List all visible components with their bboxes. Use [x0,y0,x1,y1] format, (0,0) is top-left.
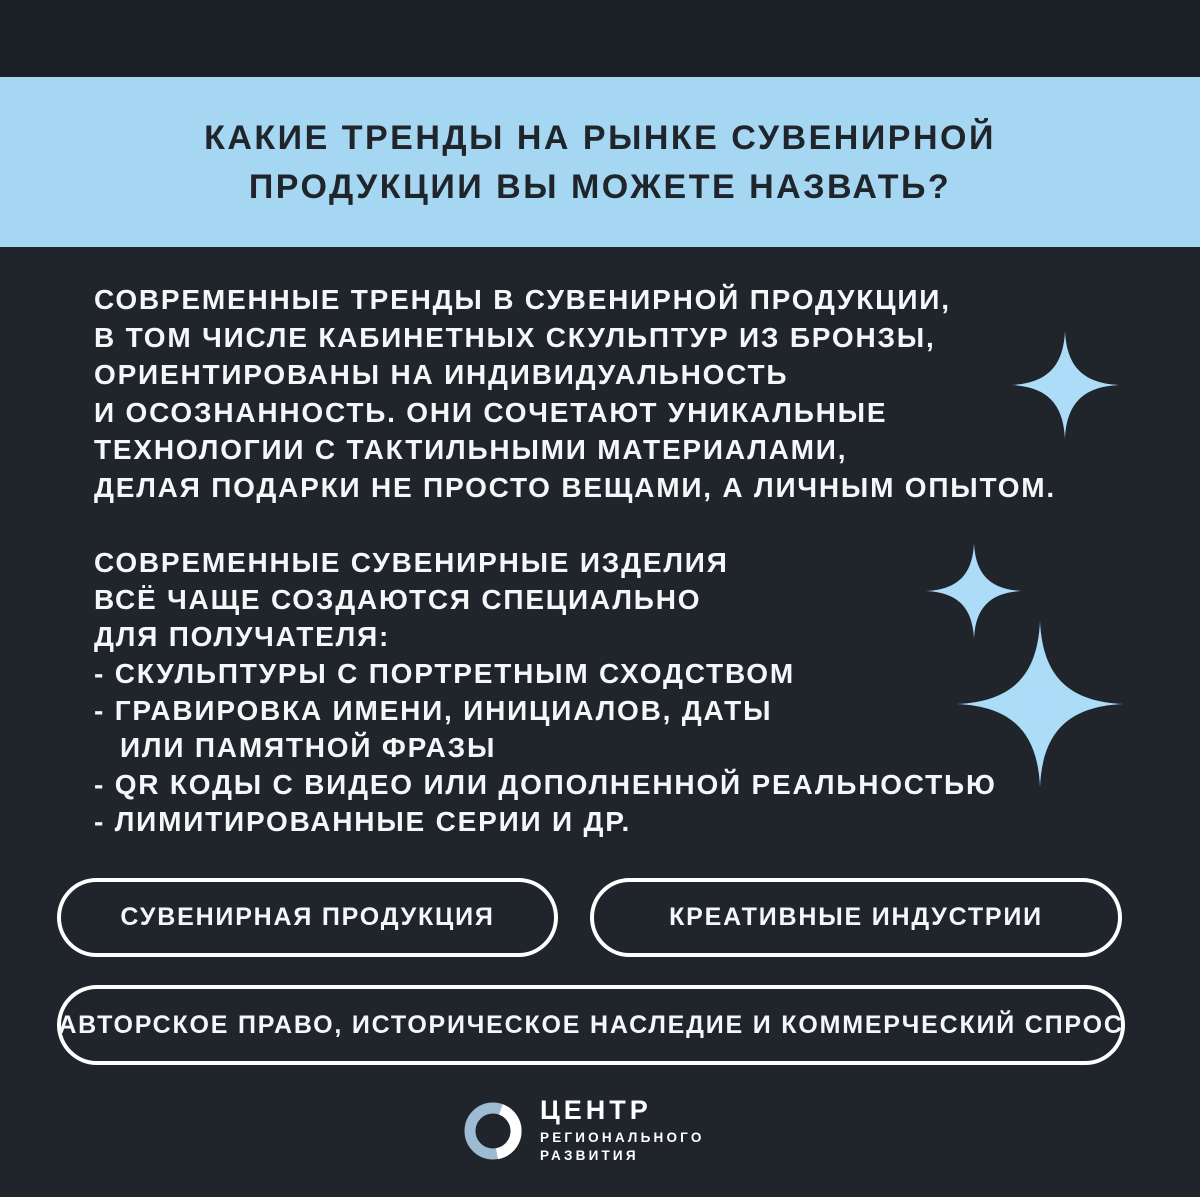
intro-paragraph [94,281,1056,506]
intro-line: СОВРЕМЕННЫЕ ТРЕНДЫ В СУВЕНИРНОЙ ПРОДУКЦИИ, [94,284,951,315]
banner-title-line-1: КАКИЕ ТРЕНДЫ НА РЫНКЕ СУВЕНИРНОЙ [204,118,996,157]
logo-subtitle-line-2: РАЗВИТИЯ [540,1147,639,1163]
intro-line: И ОСОЗНАННОСТЬ. ОНИ СОЧЕТАЮТ УНИКАЛЬНЫЕ [94,396,888,428]
personalization-line: СОВРЕМЕННЫЕ СУВЕНИРНЫЕ ИЗДЕЛИЯ [94,547,729,578]
banner-title-line-2: ПРОДУКЦИИ ВЫ МОЖЕТЕ НАЗВАТЬ? [248,167,952,206]
personalization-line: ВСЁ ЧАЩЕ СОЗДАЮТСЯ СПЕЦИАЛЬНО [94,584,702,615]
question-banner [0,77,1200,247]
tag-copyright-heritage-demand[interactable]: АВТОРСКОЕ ПРАВО, ИСТОРИЧЕСКОЕ НАСЛЕДИЕ И КОММЕРЧЕСКИЙ СПРОС [57,985,1125,1065]
center-regional-development-logo [464,1097,705,1164]
tag-souvenir-products[interactable]: СУВЕНИРНАЯ ПРОДУКЦИЯ [57,878,558,957]
intro-line: ДЕЛАЯ ПОДАРКИ НЕ ПРОСТО ВЕЩАМИ, А ЛИЧНЫМ ОПЫТОМ. [94,471,1056,503]
sparkle-medium-icon [1011,331,1119,439]
bullet-continuation-line: ИЛИ ПАМЯТНОЙ ФРАЗЫ [120,732,497,763]
ring-logo-icon [464,1102,522,1160]
intro-line: ОРИЕНТИРОВАНЫ НА ИНДИВИДУАЛЬНОСТЬ [94,359,789,390]
personalization-line: ДЛЯ ПОЛУЧАТЕЛЯ: [94,621,391,652]
top-bar [0,0,1200,77]
tag-creative-industries[interactable]: КРЕАТИВНЫЕ ИНДУСТРИИ [590,878,1122,957]
intro-line: ТЕХНОЛОГИИ С ТАКТИЛЬНЫМИ МАТЕРИАЛАМИ, [94,434,848,465]
bullet-line: - ГРАВИРОВКА ИМЕНИ, ИНИЦИАЛОВ, ДАТЫ [94,695,773,726]
bullet-line: - ЛИМИТИРОВАННЫЕ СЕРИИ И ДР. [94,806,632,837]
bullet-line: - QR КОДЫ С ВИДЕО ИЛИ ДОПОЛНЕННОЙ РЕАЛЬНОСТЬЮ [94,769,997,800]
intro-line: В ТОМ ЧИСЛЕ КАБИНЕТНЫХ СКУЛЬПТУР ИЗ БРОНЗЫ, [94,321,936,353]
logo-subtitle-line-1: РЕГИОНАЛЬНОГО [540,1130,705,1145]
logo-text [540,1097,705,1164]
logo-title: ЦЕНТР [540,1095,652,1125]
bullet-line: - СКУЛЬПТУРЫ С ПОРТРЕТНЫМ СХОДСТВОМ [94,658,795,689]
sparkle-large-icon [957,621,1123,787]
personalization-paragraph [94,544,997,840]
